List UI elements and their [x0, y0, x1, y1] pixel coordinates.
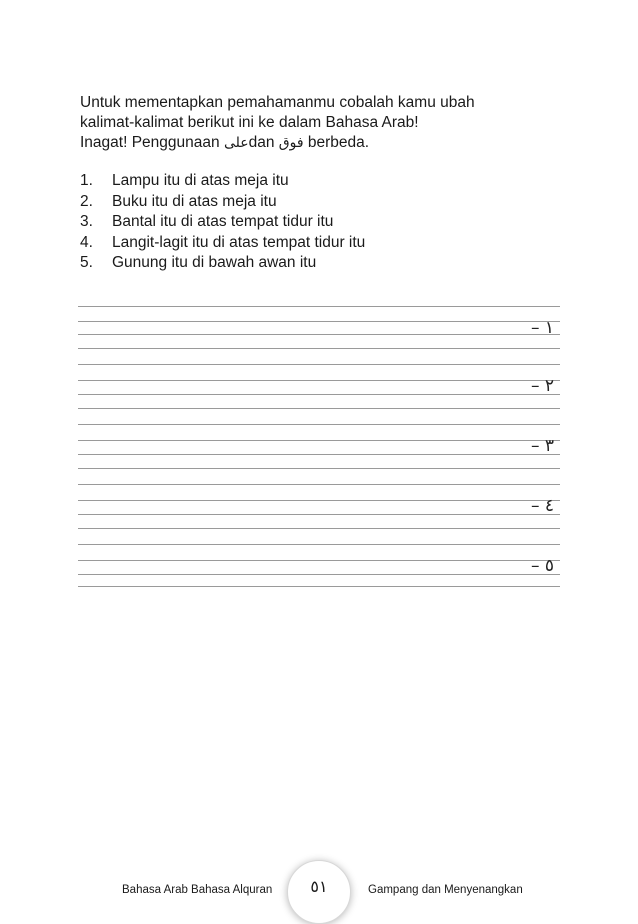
instruction-line-3-start: Inagat! Penggunaan — [80, 134, 224, 151]
list-item-text: Gunung itu di bawah awan itu — [112, 254, 317, 271]
instruction-line-2: kalimat-kalimat berikut ini ke dalam Bahasa Arab! — [80, 114, 419, 131]
sentence-list — [80, 171, 365, 274]
list-item — [80, 212, 365, 233]
answer-rule — [78, 500, 560, 501]
answer-rule — [78, 574, 560, 575]
answer-rule — [78, 528, 560, 529]
list-item-text: Lampu itu di atas meja itu — [112, 172, 289, 189]
list-item — [80, 233, 365, 254]
instruction-line-1: Untuk mementapkan pemahamanmu cobalah kamu ubah — [80, 94, 475, 111]
instruction-line-3-end: berbeda. — [303, 134, 370, 151]
list-item-text: Langit-lagit itu di atas tempat tidur itu — [112, 233, 366, 251]
answer-rule — [78, 334, 560, 335]
answer-rule — [78, 424, 560, 425]
answer-rule — [78, 306, 560, 307]
answer-marker-4: ٤ – — [530, 496, 554, 516]
instruction-text — [80, 93, 560, 153]
list-item — [80, 171, 365, 192]
list-item-number: 2. — [80, 192, 93, 210]
instruction-line-3 — [80, 133, 560, 153]
list-item-number: 4. — [80, 233, 93, 251]
answer-rule — [78, 454, 560, 455]
footer-left-text: Bahasa Arab Bahasa Alquran — [122, 884, 273, 896]
instruction-line-3-dan: dan — [248, 134, 279, 151]
answer-marker-2: ٢ – — [530, 376, 554, 396]
answer-rule — [78, 380, 560, 381]
list-item — [80, 192, 365, 213]
answer-rule — [78, 484, 560, 485]
answer-rule — [78, 321, 560, 322]
arabic-word-fauqa: فوق — [278, 135, 304, 151]
answer-rule — [78, 394, 560, 395]
arabic-word-ala: على — [223, 135, 249, 151]
answer-marker-1: ١ – — [530, 318, 554, 338]
list-item-text: Bantal itu di atas tempat tidur itu — [112, 213, 334, 230]
answer-rule — [78, 364, 560, 365]
answer-rule — [78, 544, 560, 545]
page-number: ٥١ — [310, 876, 328, 896]
answer-rule — [78, 408, 560, 409]
answer-rule — [78, 560, 560, 561]
answer-rule — [78, 514, 560, 515]
answer-rule — [78, 468, 560, 469]
answer-marker-5: ٥ – — [530, 556, 554, 576]
page-number-badge — [287, 860, 351, 924]
answer-marker-3: ٣ – — [530, 436, 554, 456]
answer-rule — [78, 440, 560, 441]
list-item-number: 1. — [80, 172, 93, 189]
list-item-text: Buku itu di atas meja itu — [112, 192, 277, 210]
list-item-number: 5. — [80, 254, 93, 271]
answer-rule — [78, 348, 560, 349]
answer-rule — [78, 586, 560, 587]
list-item-number: 3. — [80, 213, 93, 230]
list-item — [80, 253, 365, 274]
page-footer — [0, 860, 638, 920]
footer-right-text: Gampang dan Menyenangkan — [368, 884, 523, 896]
